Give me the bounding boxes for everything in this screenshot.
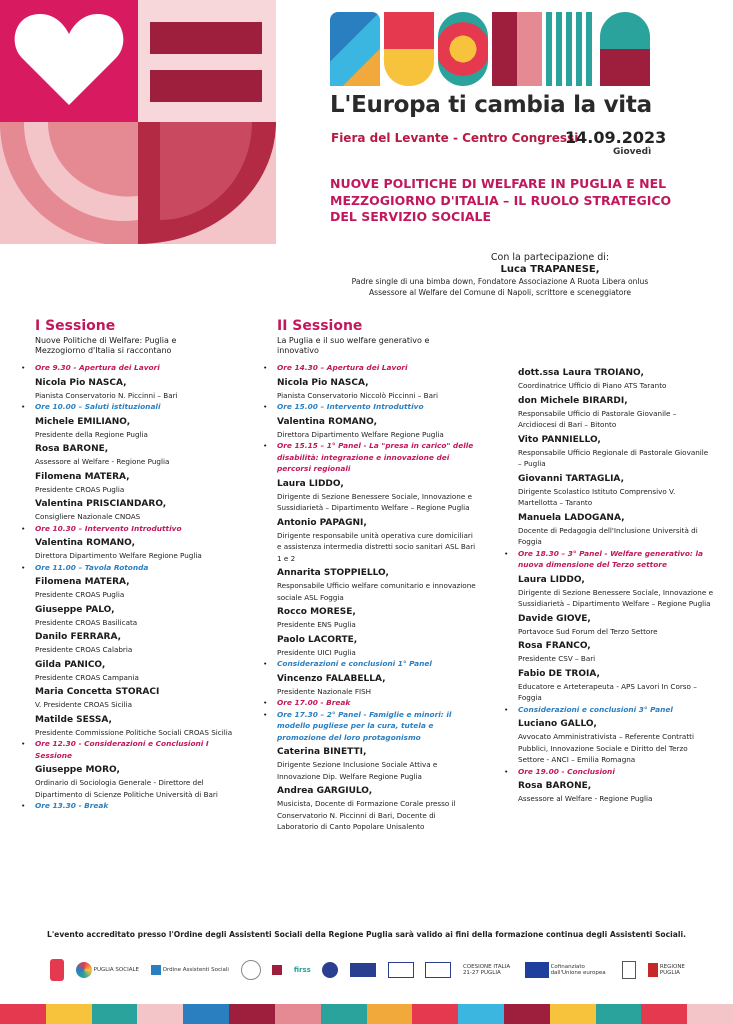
pattern-tile <box>137 1004 183 1024</box>
speaker-role: Dirigente Scolastico Istituto Comprensivo V. Martellotta – Taranto <box>518 486 676 507</box>
session-2-title: II Sessione <box>277 318 363 334</box>
partner-logo: COESIONE ITALIA 21-27 PUGLIA <box>462 964 511 976</box>
speaker-role: Educatore e Arteterapeuta - APS Lavori In Corso – Foggia <box>518 681 697 702</box>
agenda-time-slot: Ore 18.30 – 3° Panel - Welfare generativo: la nuova dimensione del Terzo settore <box>518 548 703 569</box>
speaker-name: Vito PANNIELLO, <box>518 434 601 445</box>
agenda-time-row <box>263 709 477 744</box>
pattern-tile <box>229 1004 275 1024</box>
pattern-tile <box>550 1004 596 1024</box>
bullet-icon: • <box>21 523 26 533</box>
speaker-name: Fabio DE TROIA, <box>518 668 600 679</box>
speaker-name: Giuseppe MORO, <box>35 765 120 775</box>
speaker-role: Consigliere Nazionale CNOAS <box>35 512 141 521</box>
bullet-icon: • <box>263 441 268 450</box>
speaker-name: Giuseppe PALO, <box>35 604 115 615</box>
agenda-time-slot: Ore 19.00 - Conclusioni <box>518 766 615 776</box>
speaker-name: Vincenzo FALABELLA, <box>277 673 386 684</box>
partner-logo <box>388 955 414 985</box>
partner-logo <box>622 955 636 985</box>
pattern-tile <box>687 1004 733 1024</box>
speaker-name: Manuela LADOGANA, <box>518 512 625 523</box>
letter-g-tile <box>438 12 488 86</box>
speaker-name: Valentina ROMANO, <box>35 538 136 548</box>
speaker-name: Matilde SESSA, <box>35 714 112 725</box>
pattern-tile <box>0 1004 46 1024</box>
speaker-name: Antonio PAPAGNI, <box>277 517 367 528</box>
bullet-icon: • <box>21 801 26 810</box>
agenda-time-row <box>21 362 235 374</box>
agenda-time-row <box>21 562 235 574</box>
agenda-time-slot: Considerazioni e conclusioni 1° Panel <box>277 659 432 668</box>
speaker-role: Presidente CROAS Basilicata <box>35 617 138 627</box>
speaker-role: Presidente CROAS Calabria <box>35 645 133 654</box>
speaker-role: Dirigente Sezione Inclusione Sociale Attiva e Innovazione Dip. Welfare Regione Puglia <box>277 760 438 781</box>
bullet-icon: • <box>504 766 509 776</box>
speaker-role: Portavoce Sud Forum del Terzo Settore <box>518 626 658 636</box>
speaker-role: Assessore al Welfare - Regione Puglia <box>35 457 170 466</box>
bullet-icon: • <box>504 548 509 558</box>
agenda-time-row <box>263 440 477 475</box>
venue: Fiera del Levante - Centro Congressi <box>331 131 579 145</box>
session-2-continued-column <box>504 364 714 805</box>
session-1-title: I Sessione <box>35 318 116 334</box>
speaker-role: Presidente della Regione Puglia <box>35 429 148 439</box>
bullet-icon: • <box>504 704 509 714</box>
agenda-time-slot: Ore 17.30 – 2° Panel - Famiglie e minori: il modello pugliese per la cura, tutela e promozione del loro protagonismo <box>277 709 452 742</box>
speaker-role: Musicista, Docente di Formazione Corale presso il Conservatorio N. Piccinni di Bari, Docente di Laboratorio di Canto Popolare Unisalento <box>277 799 456 831</box>
agenda-time-slot: Ore 9.30 - Apertura dei Lavori <box>35 363 160 372</box>
speaker-role: V. Presidente CROAS Sicilia <box>35 700 133 709</box>
speaker-role: Presidente CROAS Puglia <box>35 484 125 494</box>
speaker-name: Nicola Pio NASCA, <box>35 377 127 388</box>
pattern-tile <box>321 1004 367 1024</box>
speaker-name: Rosa FRANCO, <box>518 641 591 651</box>
partner-logo <box>322 955 338 985</box>
agenda-time-row <box>21 401 235 413</box>
bullet-icon: • <box>263 709 268 719</box>
session-2-subtitle: La Puglia e il suo welfare generativo e innovativo <box>277 336 430 355</box>
speaker-role: Pianista Conservatorio Niccolò Piccinni – Bari <box>277 390 438 400</box>
bullet-icon: • <box>263 363 268 372</box>
partner-logo: firss <box>293 966 311 974</box>
speaker-role: Pianista Conservatorio N. Piccinni – Bari <box>35 390 178 400</box>
agenda-time-row <box>21 800 235 812</box>
speaker-role: Presidente CROAS Puglia <box>35 590 125 599</box>
speaker-name: Filomena MATERA, <box>35 577 130 587</box>
event-date: 14.09.2023 <box>565 128 667 147</box>
agenda-time-slot: Ore 14.30 – Apertura dei Lavori <box>277 363 408 372</box>
speaker-name: Rocco MORESE, <box>277 607 356 617</box>
speaker-role: Dirigente di Sezione Benessere Sociale, Innovazione e Sussidiarietà – Dipartimento Welfare – Regione Puglia <box>277 491 472 512</box>
bullet-icon: • <box>263 402 268 411</box>
speaker-name: Laura LIDDO, <box>277 478 344 489</box>
session-1-subtitle: Nuove Politiche di Welfare: Puglia e Mezzogiorno d'Italia si raccontano <box>35 336 177 355</box>
speaker-role: Presidente Nazionale FISH <box>277 686 372 696</box>
decorative-pattern-strip <box>0 1004 733 1024</box>
guest-description <box>300 277 700 298</box>
speaker-role: Avvocato Amministrativista – Referente Contratti Pubblici, Innovazione Sociale e Diritto del Terzo Settore - ANCI – Emilia Romagna <box>518 732 694 764</box>
pattern-tile <box>641 1004 687 1024</box>
speaker-role: Presidente CROAS Campania <box>35 672 139 682</box>
puglia-emblem-graphic <box>0 0 276 244</box>
agenda-time-slot: Ore 10.00 – Saluti istituzionali <box>35 402 161 411</box>
puglia-wordmark <box>330 12 650 86</box>
pattern-tile <box>458 1004 504 1024</box>
partner-logo <box>272 955 282 985</box>
speaker-role: Dirigente di Sezione Benessere Sociale, Innovazione e Sussidiarietà – Dipartimento Welfare – Regione Puglia <box>518 587 713 608</box>
speaker-name: Rosa BARONE, <box>518 781 592 791</box>
speaker-role: Coordinatrice Ufficio di Piano ATS Taranto <box>518 381 667 390</box>
agenda-time-slot: Ore 15.00 – Intervento Introduttivo <box>277 402 424 411</box>
speaker-role: Assessore al Welfare - Regione Puglia <box>518 794 653 803</box>
letter-p-tile <box>330 12 380 86</box>
speaker-role: Responsabile Ufficio Regionale di Pastorale Giovanile – Puglia <box>518 447 709 468</box>
agenda-time-row <box>21 523 235 535</box>
speaker-role: Dirigente responsabile unità operativa cure domiciliari e assistenza intermedia distretti socio sanitari ASL Bari 1 e 2 <box>277 530 476 563</box>
partner-logos <box>50 952 690 988</box>
speaker-name: Valentina PRISCIANDARO, <box>35 499 167 509</box>
speaker-name: Caterina BINETTI, <box>277 747 367 757</box>
speaker-name: Giovanni TARTAGLIA, <box>518 473 624 484</box>
letter-l-tile <box>492 12 542 86</box>
bullet-icon: • <box>263 698 268 707</box>
partner-logo: PUGLIA SOCIALE <box>76 955 139 985</box>
bullet-icon: • <box>21 402 26 411</box>
guest-desc-line-1: Padre single di una bimba down, Fondatore Associazione A Ruota Libera onlus <box>351 277 649 286</box>
speaker-role: Direttora Dipartimento Welfare Regione Puglia <box>277 429 444 439</box>
agenda-time-row <box>504 704 714 716</box>
agenda-time-slot: Considerazioni e conclusioni 3° Panel <box>518 704 673 714</box>
partner-logo <box>50 955 64 985</box>
letter-u-tile <box>384 12 434 86</box>
session-2-column <box>263 318 477 833</box>
speaker-name: Maria Concetta STORACI <box>35 687 160 697</box>
agenda-time-row <box>263 658 477 670</box>
pattern-tile <box>92 1004 138 1024</box>
pattern-tile <box>46 1004 92 1024</box>
speaker-role: Presidente UICI Puglia <box>277 647 356 657</box>
speaker-role: Presidente ENS Puglia <box>277 620 356 629</box>
partner-logo <box>425 955 451 985</box>
agenda-time-slot: Ore 12.30 - Considerazioni e Conclusioni I Sessione <box>35 739 209 760</box>
agenda-time-slot: Ore 13.30 - Break <box>35 801 109 810</box>
speaker-name: Rosa BARONE, <box>35 444 109 454</box>
speaker-role: Presidente Commissione Politiche Sociali CROAS Sicilia <box>35 727 233 737</box>
speaker-name: Laura LIDDO, <box>518 574 585 585</box>
pattern-tile <box>183 1004 229 1024</box>
agenda-time-slot: Ore 10.30 – Intervento Introduttivo <box>35 523 182 533</box>
event-day: Giovedì <box>613 147 652 157</box>
speaker-name: Andrea GARGIULO, <box>277 786 373 796</box>
speaker-role: Ordinario di Sociologia Generale - Direttore del Dipartimento di Scienze Politiche Università di Bari <box>35 778 218 799</box>
partner-logo: Cofinanziato dall'Unione europea <box>525 955 611 985</box>
agenda-time-row <box>263 697 477 709</box>
bullet-icon: • <box>21 562 26 572</box>
guest-desc-line-2: Assessore al Welfare del Comune di Napoli, scrittore e sceneggiatore <box>368 287 632 297</box>
agenda-time-slot: Ore 11.00 – Tavola Rotonda <box>35 562 149 572</box>
bullet-icon: • <box>21 363 26 372</box>
speaker-role: Presidente CSV – Bari <box>518 654 596 663</box>
bullet-icon: • <box>21 739 26 748</box>
speaker-name: Michele EMILIANO, <box>35 416 131 427</box>
agenda-time-row <box>263 401 477 413</box>
pattern-tile <box>367 1004 413 1024</box>
speaker-name: Nicola Pio NASCA, <box>277 377 369 388</box>
session-1-column <box>21 318 235 812</box>
agenda-time-slot: Ore 15.15 – 1° Panel - La "presa in carico" delle disabilità: integrazione e innovazione dei percorsi regionali <box>277 441 474 473</box>
guest-name: Luca TRAPANESE, <box>500 264 600 275</box>
tagline: L'Europa ti cambia la vita <box>330 92 652 118</box>
agenda-time-row <box>504 766 714 778</box>
agenda-time-row <box>263 362 477 374</box>
session-2-agenda-continued <box>504 366 714 805</box>
letter-a-tile <box>600 12 650 86</box>
speaker-name: Valentina ROMANO, <box>277 416 378 427</box>
speaker-name: Paolo LACORTE, <box>277 634 358 645</box>
letter-i-tile <box>546 12 596 86</box>
accreditation-note: L'evento accreditato presso l'Ordine degli Assistenti Sociali della Regione Puglia sarà valido ai fini della formazione continua degli Assistenti Sociali. <box>47 930 686 939</box>
speaker-role: Responsabile Ufficio welfare comunitario e innovazione sociale ASL Foggia <box>277 581 476 602</box>
pattern-tile <box>596 1004 642 1024</box>
agenda-time-row <box>21 738 235 761</box>
speaker-name: Davide GIOVE, <box>518 613 591 624</box>
pattern-tile <box>275 1004 321 1024</box>
participation-label: Con la partecipazione di: <box>490 252 610 263</box>
speaker-role: Responsabile Ufficio di Pastorale Giovanile – Arcidiocesi di Bari – Bitonto <box>518 408 677 429</box>
agenda-time-slot: Ore 17.00 - Break <box>277 698 351 707</box>
speaker-name: Gilda PANICO, <box>35 659 106 670</box>
speaker-name: Danilo FERRARA, <box>35 632 122 642</box>
agenda-time-row <box>504 548 714 571</box>
speaker-name: dott.ssa Laura TROIANO, <box>518 368 644 378</box>
pattern-tile <box>504 1004 550 1024</box>
session-2-agenda <box>263 362 477 833</box>
partner-logo: REGIONE PUGLIA <box>648 955 690 985</box>
speaker-name: Annarita STOPPIELLO, <box>277 568 389 578</box>
partner-logo: Ordine Assistenti Sociali <box>151 955 229 985</box>
speaker-role: Docente di Pedagogia dell'Inclusione Università di Foggia <box>518 525 698 546</box>
speaker-name: don Michele BIRARDI, <box>518 395 628 406</box>
event-title: NUOVE POLITICHE DI WELFARE IN PUGLIA E NEL MEZZOGIORNO D'ITALIA – IL RUOLO STRATEGICO DEL SERVIZIO SOCIALE <box>330 176 672 224</box>
partner-logo <box>350 955 376 985</box>
speaker-name: Filomena MATERA, <box>35 471 130 482</box>
session-1-agenda <box>21 362 235 812</box>
bullet-icon: • <box>263 659 268 668</box>
partner-logo <box>241 955 261 985</box>
speaker-name: Luciano GALLO, <box>518 719 597 729</box>
pattern-tile <box>412 1004 458 1024</box>
speaker-role: Direttora Dipartimento Welfare Regione Puglia <box>35 551 202 560</box>
